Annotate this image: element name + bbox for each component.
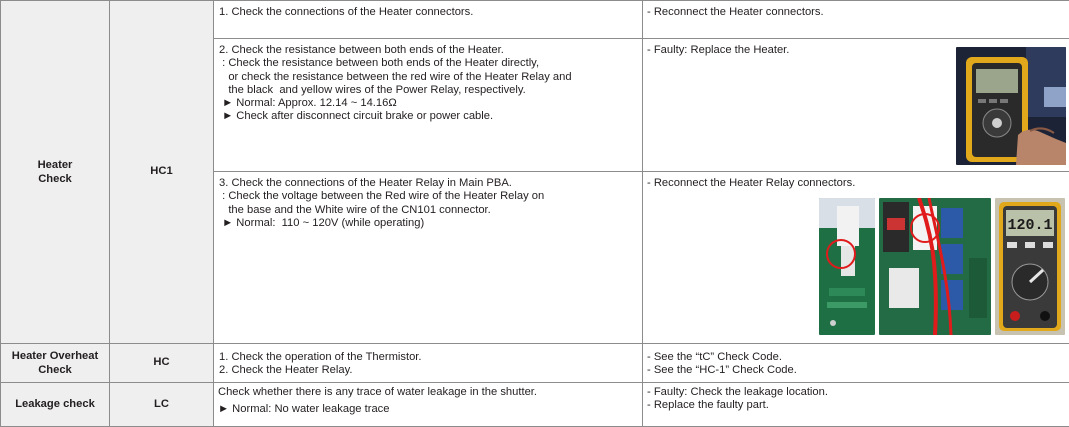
category-label [1, 349, 109, 377]
check-text: 3. Check the connections of the Heater Relay in Main PBA. [219, 177, 512, 189]
check-text: : Check the resistance between both ends of the Heater directly, [219, 57, 540, 70]
check-cell [214, 172, 643, 344]
table-row [1, 344, 1069, 383]
multimeter-reading: 120.1 [1007, 217, 1053, 234]
check-text: 2. Check the Heater Relay. [219, 364, 353, 377]
category-label-line-1: Heater [37, 159, 73, 171]
action-text: - Reconnect the Heater connectors. [647, 6, 824, 18]
action-text: - See the “tC” Check Code. [647, 351, 782, 363]
multimeter-photo [956, 47, 1066, 165]
check-text: : Check the voltage between the Red wire of the Heater Relay on [219, 190, 545, 203]
action-cell [643, 1, 1069, 39]
action-text: - Reconnect the Heater Relay connectors. [647, 177, 856, 189]
check-text: ► Normal: 110 ~ 120V (while operating) [219, 216, 425, 229]
check-cell [214, 344, 643, 383]
check-text: Check whether there is any trace of water leakage in the shutter. [218, 386, 538, 398]
check-text: the black and yellow wires of the Power Relay, respectively. [219, 83, 526, 96]
action-text: - Replace the faulty part. [647, 399, 769, 412]
action-cell [643, 39, 1069, 172]
check-text: 1. Check the connections of the Heater connectors. [219, 6, 474, 18]
category-label: Leakage check [15, 397, 95, 410]
table-row [1, 1, 1069, 39]
category-cell-heater-check [1, 1, 110, 344]
action-cell [643, 172, 1069, 344]
check-text: ► Check after disconnect circuit brake or power cable. [219, 110, 494, 123]
code-cell-lc [110, 383, 214, 427]
action-text: - Faulty: Check the leakage location. [647, 386, 828, 398]
category-label-line-2: Check [38, 173, 72, 185]
category-label-line-2: Check [38, 364, 72, 376]
multimeter-reading-photo [995, 198, 1065, 335]
action-text: - See the “HC-1” Check Code. [647, 364, 797, 377]
check-code: HC [153, 356, 170, 369]
check-text: 1. Check the operation of the Thermistor. [219, 351, 422, 363]
category-cell-leakage [1, 383, 110, 427]
check-code: LC [154, 397, 169, 410]
relay-board-photo [879, 198, 991, 335]
check-cell [214, 383, 643, 427]
category-label [1, 158, 109, 186]
check-text: or check the resistance between the red wire of the Heater Relay and [219, 70, 572, 83]
category-cell-heater-overheat [1, 344, 110, 383]
category-label-line-1: Heater Overheat [11, 350, 99, 362]
table-row [1, 383, 1069, 427]
action-cell [643, 344, 1069, 383]
multimeter-photo-svg [956, 47, 1066, 165]
check-text: the base and the White wire of the CN101 connector. [219, 203, 491, 216]
code-cell-hc1 [110, 1, 214, 344]
code-cell-hc [110, 344, 214, 383]
check-text: 2. Check the resistance between both ends of the Heater. [219, 44, 504, 56]
check-cell [214, 1, 643, 39]
pcb-connector-photo [819, 198, 875, 335]
check-text: ► Normal: Approx. 12.14 ~ 14.16Ω [219, 97, 397, 110]
check-cell [214, 39, 643, 172]
action-text: - Faulty: Replace the Heater. [647, 44, 790, 56]
action-cell [643, 383, 1069, 427]
check-code: HC1 [150, 165, 173, 178]
check-text: ► Normal: No water leakage trace [218, 403, 390, 416]
